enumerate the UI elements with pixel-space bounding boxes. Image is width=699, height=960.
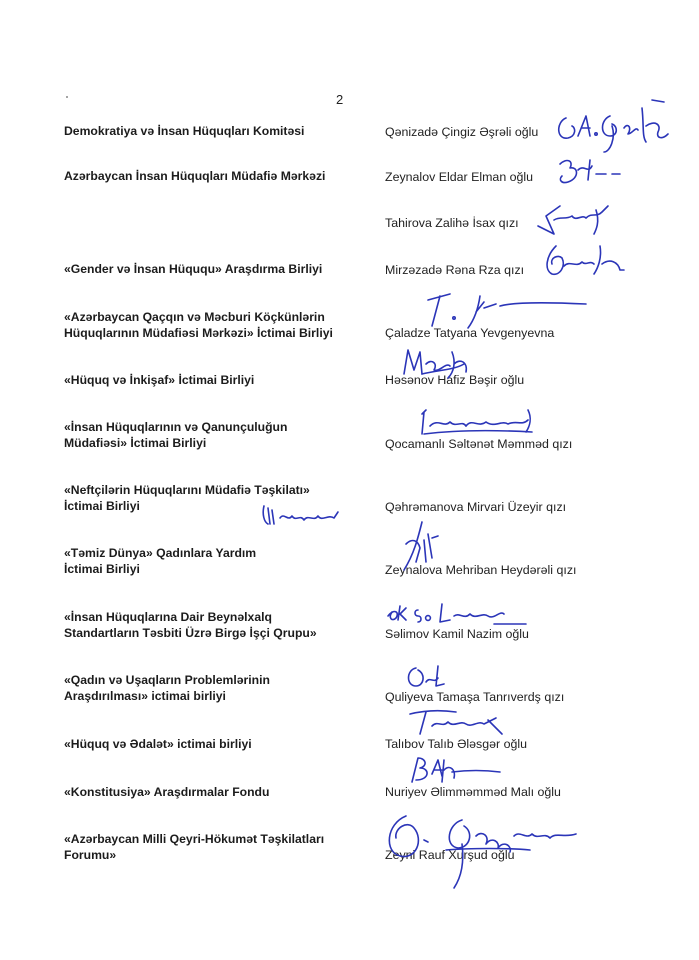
person-name: Quliyeva Tamaşa Tanrıverdş qızı [385, 690, 565, 704]
org-line: Standartların Təsbiti Üzrə Birgə İşçi Qrupu» [64, 626, 317, 640]
page-number: 2 [336, 92, 344, 107]
org-line: «Təmiz Dünya» Qadınlara Yardım [64, 546, 257, 560]
org-line: İctimai Birliyi [64, 562, 140, 576]
org-line: «Qadın və Uşaqların Problemlərinin [64, 673, 270, 687]
person-name: Qocamanlı Səltənət Məmməd qızı [385, 437, 573, 451]
org-refugees-idp-rights-center [64, 309, 364, 341]
person-name: Səlimov Kamil Nazim oğlu [385, 627, 529, 641]
signature-qenizade [552, 96, 682, 156]
org-democracy-human-rights-committee: Demokratiya və İnsan Hüquqları Komitəsi [64, 124, 305, 138]
org-line: Müdafiəsi» İctimai Birliyi [64, 436, 207, 450]
signature-nuriyev [408, 752, 508, 788]
org-law-justice: «Hüquq və Ədalət» ictimai birliyi [64, 737, 252, 751]
person-name: Nuriyev Əlimməmməd Malı oğlu [385, 785, 561, 799]
org-line: «İnsan Hüquqlarının və Qanunçuluğun [64, 420, 288, 434]
org-human-rights-defense-center: Azərbaycan İnsan Hüquqları Müdafiə Mərkəzi [64, 169, 326, 183]
signature-zeynalova [396, 518, 446, 578]
person-name: Çaladze Tatyana Yevgenyevna [385, 326, 555, 340]
signature-qocamanli [416, 404, 546, 446]
org-international-standards-working-group [64, 609, 364, 641]
org-law-development: «Hüquq və İnkişaf» İctimai Birliyi [64, 373, 255, 387]
org-line: «Neftçilərin Hüquqlarını Müdafiə Təşkilatı» [64, 483, 310, 497]
org-line: Forumu» [64, 848, 117, 862]
signature-neftchi-org [258, 500, 348, 530]
org-clean-world-women-aid [64, 545, 364, 577]
org-line: «Azərbaycan Qaçqın və Məcburi Köçkünlərin [64, 310, 325, 324]
person-name: Talıbov Talıb Ələsgər oğlu [385, 737, 528, 751]
person-name: Qənizadə Çingiz Əşrəli oğlu [385, 125, 539, 139]
person-name: Zeyni Rauf Xurşud oğlu [385, 848, 515, 862]
org-women-children-problems [64, 672, 364, 704]
org-national-ngo-forum [64, 831, 364, 863]
person-name: Mirzəzadə Rəna Rza qızı [385, 263, 525, 277]
org-line: «İnsan Hüquqlarına Dair Beynəlxalq [64, 610, 272, 624]
person-name: Zeynalov Eldar Elman oğlu [385, 170, 534, 184]
signature-selimov [384, 598, 544, 628]
org-human-rights-legality-defense [64, 419, 364, 451]
org-gender-human-rights-association: «Gender və İnsan Hüququ» Araşdırma Birliyi [64, 262, 323, 276]
signature-quliyeva [404, 662, 454, 694]
signature-mirzezade [540, 240, 630, 285]
person-name: Qəhrəmanova Mirvari Üzeyir qızı [385, 500, 567, 514]
org-line: Hüquqlarının Müdafiəsi Mərkəzi» İctimai Birliyi [64, 326, 333, 340]
person-name: Həsənov Hafiz Bəşir oğlu [385, 373, 525, 387]
signature-tahirova [536, 200, 616, 240]
org-line: «Azərbaycan Milli Qeyri-Hökumət Təşkilatları [64, 832, 325, 846]
signature-caladze [424, 288, 594, 343]
org-constitution-research-fund: «Konstitusiya» Araşdırmalar Fondu [64, 785, 270, 799]
person-name: Tahirova Zalihə İsax qızı [385, 216, 519, 230]
person-name: Zeynalova Mehriban Heydərəli qızı [385, 563, 577, 577]
signature-hesenov [398, 344, 478, 389]
org-line: Araşdırılması» ictimai birliyi [64, 689, 226, 703]
signature-zeynalov [556, 156, 626, 186]
signature-zeyni [380, 806, 590, 892]
signature-talibov [406, 706, 516, 738]
org-line: İctimai Birliyi [64, 499, 140, 513]
scan-speck [66, 96, 68, 98]
